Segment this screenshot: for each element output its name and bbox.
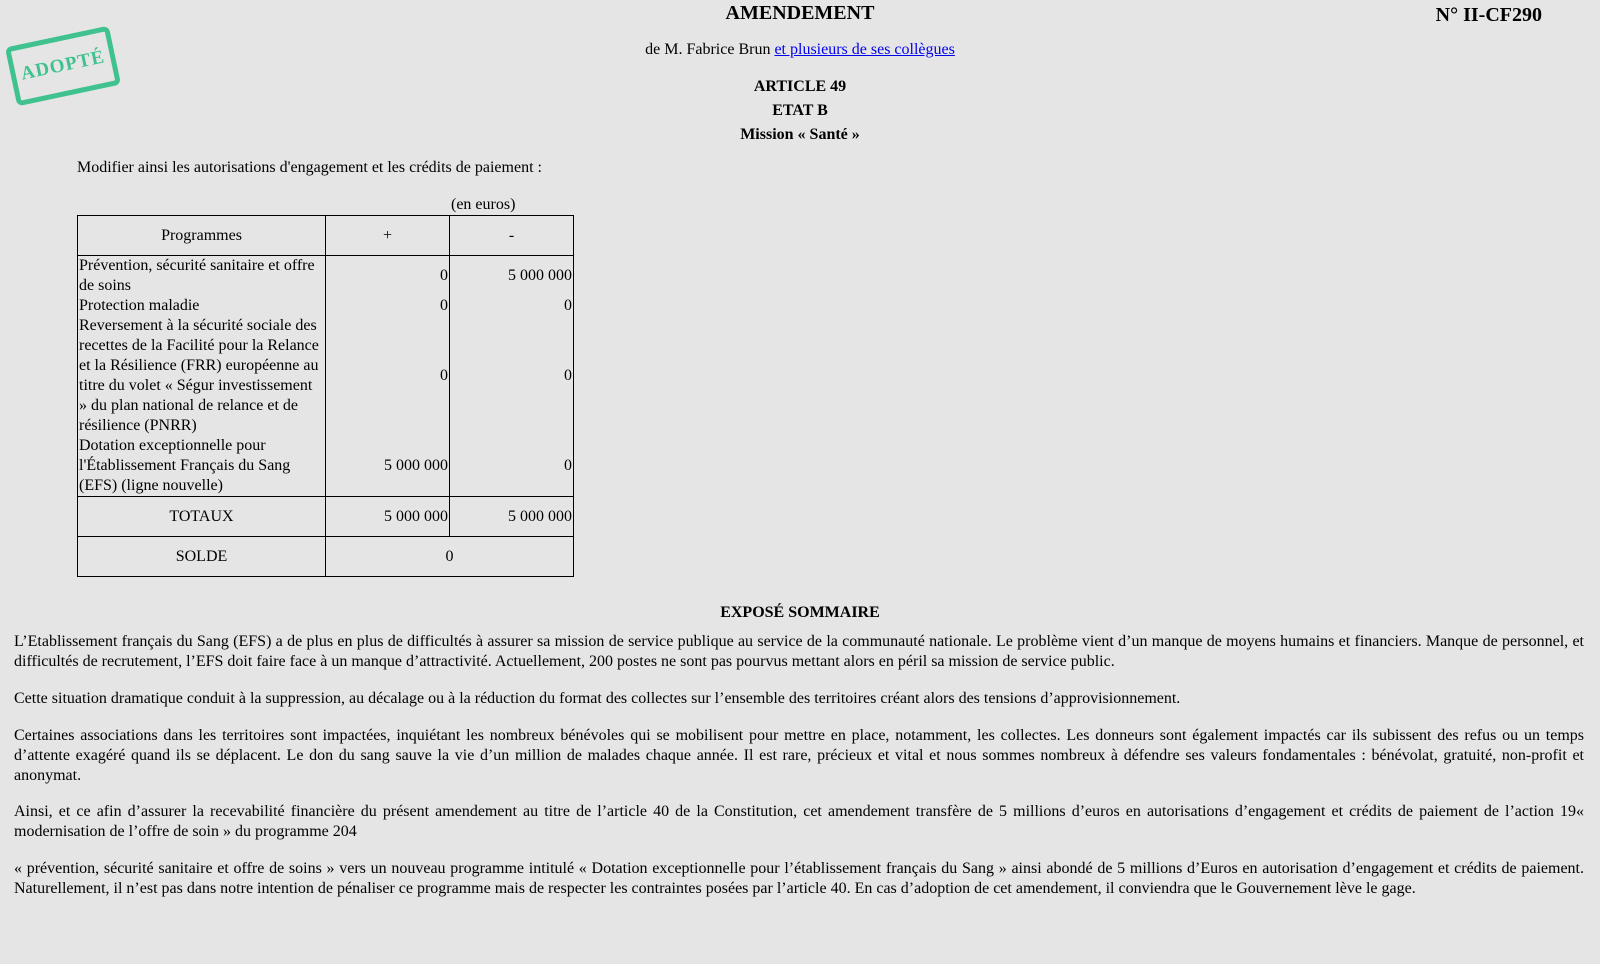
authors-prefix: de M. Fabrice Brun — [645, 41, 771, 58]
minus-value: 5 000 000 — [450, 256, 574, 297]
minus-value: 0 — [450, 436, 574, 497]
expose-paragraph: Certaines associations dans les territoires sont impactées, inquiétant les nombreux bénévoles qui se mobilisent pour mettre en place, notamment, les collectes. Les donneurs sont également impactés car ils subissent des refus ou un temps d’attente exagéré quand ils se déplacent. Le don du sang sauve la vie d’un million de malades chaque année. Il est rare, précieux et vital et nous sommes nombreux à défendre ses valeurs fondamentales : bénévolat, gratuité, non-profit et anonymat. — [14, 727, 1584, 784]
header-programmes: Programmes — [78, 216, 326, 256]
unit-label: (en euros) — [451, 196, 516, 213]
program-name: Protection maladie — [78, 296, 326, 316]
program-name: Prévention, sécurité sanitaire et offre de soins — [78, 256, 326, 297]
expose-paragraph: Ainsi, et ce afin d’assurer la recevabilité financière du présent amendement au titre de l’article 40 de la Constitution, cet amendement transfère de 5 millions d’euros en autorisations d’engagement et crédits de paiement de l’action 19« modernisation de l’offre de soin » du programme 204 — [14, 803, 1584, 840]
plus-value: 5 000 000 — [326, 436, 450, 497]
credits-table — [77, 215, 574, 577]
expose-paragraph: « prévention, sécurité sanitaire et offre de soins » vers un nouveau programme intitulé « Dotation exceptionnelle pour l’établissement français du Sang » ainsi abondé de 5 millions d’Euros en autorisation d’engagement et crédits de paiement. Naturellement, il n’est pas dans notre intention de pénaliser ce programme mais de respecter les contraintes posées par l’article 40. En cas d’adoption de cet amendement, il conviendra que le Gouvernement lève le gage. — [14, 860, 1584, 897]
article-number: ARTICLE 49 — [753, 78, 847, 95]
expose-title: EXPOSÉ SOMMAIRE — [720, 604, 880, 621]
totals-row — [78, 497, 574, 537]
cosigners-link[interactable]: et plusieurs de ses collègues — [774, 41, 955, 58]
table-row — [78, 256, 574, 297]
totals-plus: 5 000 000 — [326, 497, 450, 537]
totals-minus: 5 000 000 — [450, 497, 574, 537]
authors — [0, 41, 1600, 59]
table-row — [78, 436, 574, 497]
solde-row — [78, 537, 574, 577]
table-row — [78, 296, 574, 316]
expose-paragraph: Cette situation dramatique conduit à la suppression, au décalage ou à la réduction du format des collectes sur l’ensemble des territoires créant alors des tensions d’approvisionnement. — [14, 690, 1181, 707]
adopted-stamp: ADOPTÉ — [5, 26, 121, 107]
mission-label: Mission « Santé » — [740, 126, 860, 143]
expose-paragraph: L’Etablissement français du Sang (EFS) a de plus en plus de difficultés à assurer sa mission de service publique au service de la communauté nationale. Le problème vient d’un manque de moyens humains et financiers. Manque de personnel, et difficultés de recrutement, l’EFS doit faire face à un manque d’attractivité. Actuellement, 200 postes ne sont pas pourvus mettant alors en péril sa mission de service public. — [14, 633, 1584, 670]
program-name: Reversement à la sécurité sociale des recettes de la Facilité pour la Relance et la Résilience (FRR) européenne au titre du volet « Ségur investissement » du plan national de relance et de résilience (PNRR) — [78, 316, 326, 436]
plus-value: 0 — [326, 296, 450, 316]
intro-text: Modifier ainsi les autorisations d'engagement et les crédits de paiement : — [77, 159, 542, 176]
amendment-number: N° II-CF290 — [1435, 4, 1542, 26]
document-title: AMENDEMENT — [725, 2, 875, 24]
header-plus: + — [326, 216, 450, 256]
plus-value: 0 — [326, 316, 450, 436]
header-minus: - — [450, 216, 574, 256]
solde-label: SOLDE — [78, 537, 326, 577]
solde-value: 0 — [326, 537, 574, 577]
program-name: Dotation exceptionnelle pour l'Établissement Français du Sang (EFS) (ligne nouvelle) — [78, 436, 326, 497]
table-header-row — [78, 216, 574, 256]
minus-value: 0 — [450, 316, 574, 436]
minus-value: 0 — [450, 296, 574, 316]
table-row — [78, 316, 574, 436]
totals-label: TOTAUX — [78, 497, 326, 537]
etat-label: ETAT B — [772, 102, 828, 119]
plus-value: 0 — [326, 256, 450, 297]
